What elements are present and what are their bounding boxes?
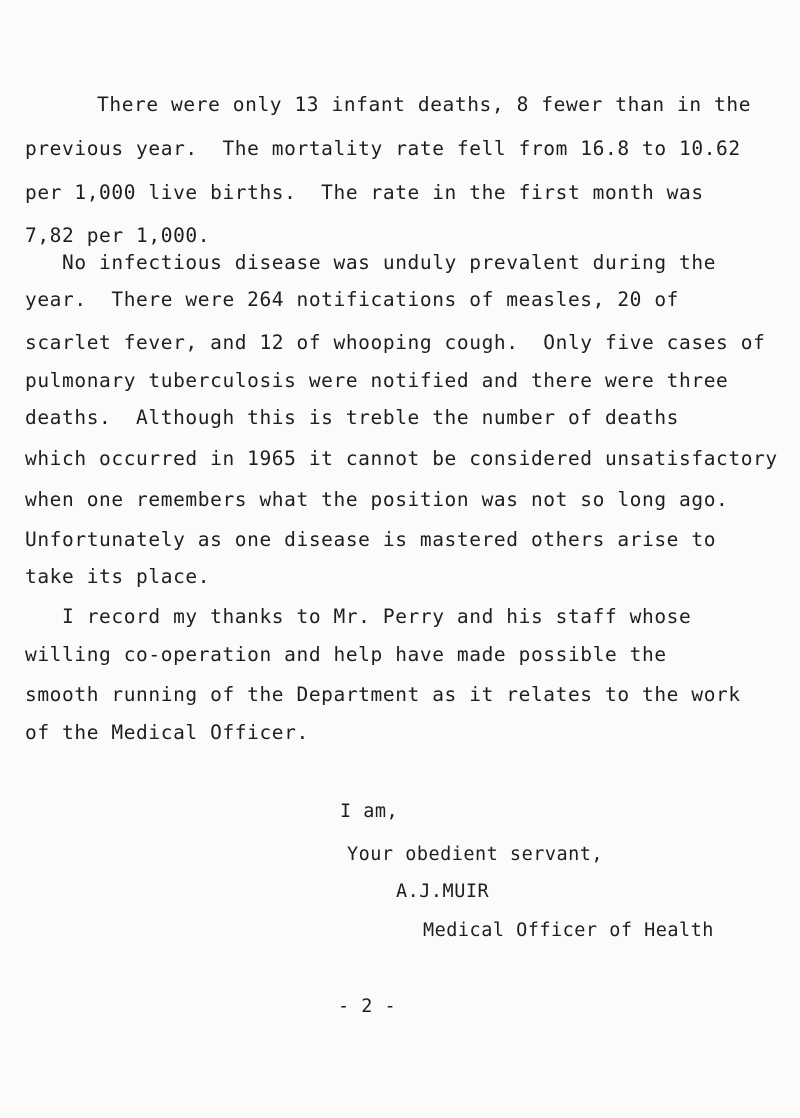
valediction: Your obedient servant, bbox=[347, 844, 604, 865]
signatory-name: A.J.MUIR bbox=[396, 881, 490, 902]
paragraph-2-line-2: year. There were 264 notifications of measles, 20 of bbox=[25, 288, 680, 311]
paragraph-1-line-2: previous year. The mortality rate fell from 16.8 to 10.62 bbox=[25, 137, 741, 160]
page-number: - 2 - bbox=[338, 996, 397, 1017]
paragraph-3-line-2: willing co-operation and help have made possible the bbox=[25, 643, 667, 666]
paragraph-2-line-5: deaths. Although this is treble the number of deaths bbox=[25, 406, 680, 429]
paragraph-2-line-1: No infectious disease was unduly prevalent during the bbox=[25, 251, 717, 274]
paragraph-1-line-1: There were only 13 infant deaths, 8 fewer than in the bbox=[60, 93, 752, 116]
paragraph-2-line-9: take its place. bbox=[25, 565, 211, 588]
signatory-title: Medical Officer of Health bbox=[423, 920, 714, 941]
paragraph-3-line-4: of the Medical Officer. bbox=[25, 721, 309, 744]
paragraph-3-line-3: smooth running of the Department as it relates to the work bbox=[25, 683, 741, 706]
paragraph-1-line-3: per 1,000 live births. The rate in the first month was bbox=[25, 181, 704, 204]
paragraph-1-line-4: 7,82 per 1,000. bbox=[25, 224, 211, 247]
paragraph-2-line-6: which occurred in 1965 it cannot be considered unsatisfactory bbox=[25, 447, 778, 470]
paragraph-2-line-3: scarlet fever, and 12 of whooping cough. Only five cases of bbox=[25, 331, 766, 354]
paragraph-2-line-8: Unfortunately as one disease is mastered others arise to bbox=[25, 528, 717, 551]
paragraph-2-line-7: when one remembers what the position was not so long ago. bbox=[25, 488, 729, 511]
paragraph-3-line-1: I record my thanks to Mr. Perry and his staff whose bbox=[25, 605, 692, 628]
salutation: I am, bbox=[340, 801, 399, 822]
paragraph-2-line-4: pulmonary tuberculosis were notified and there were three bbox=[25, 369, 729, 392]
